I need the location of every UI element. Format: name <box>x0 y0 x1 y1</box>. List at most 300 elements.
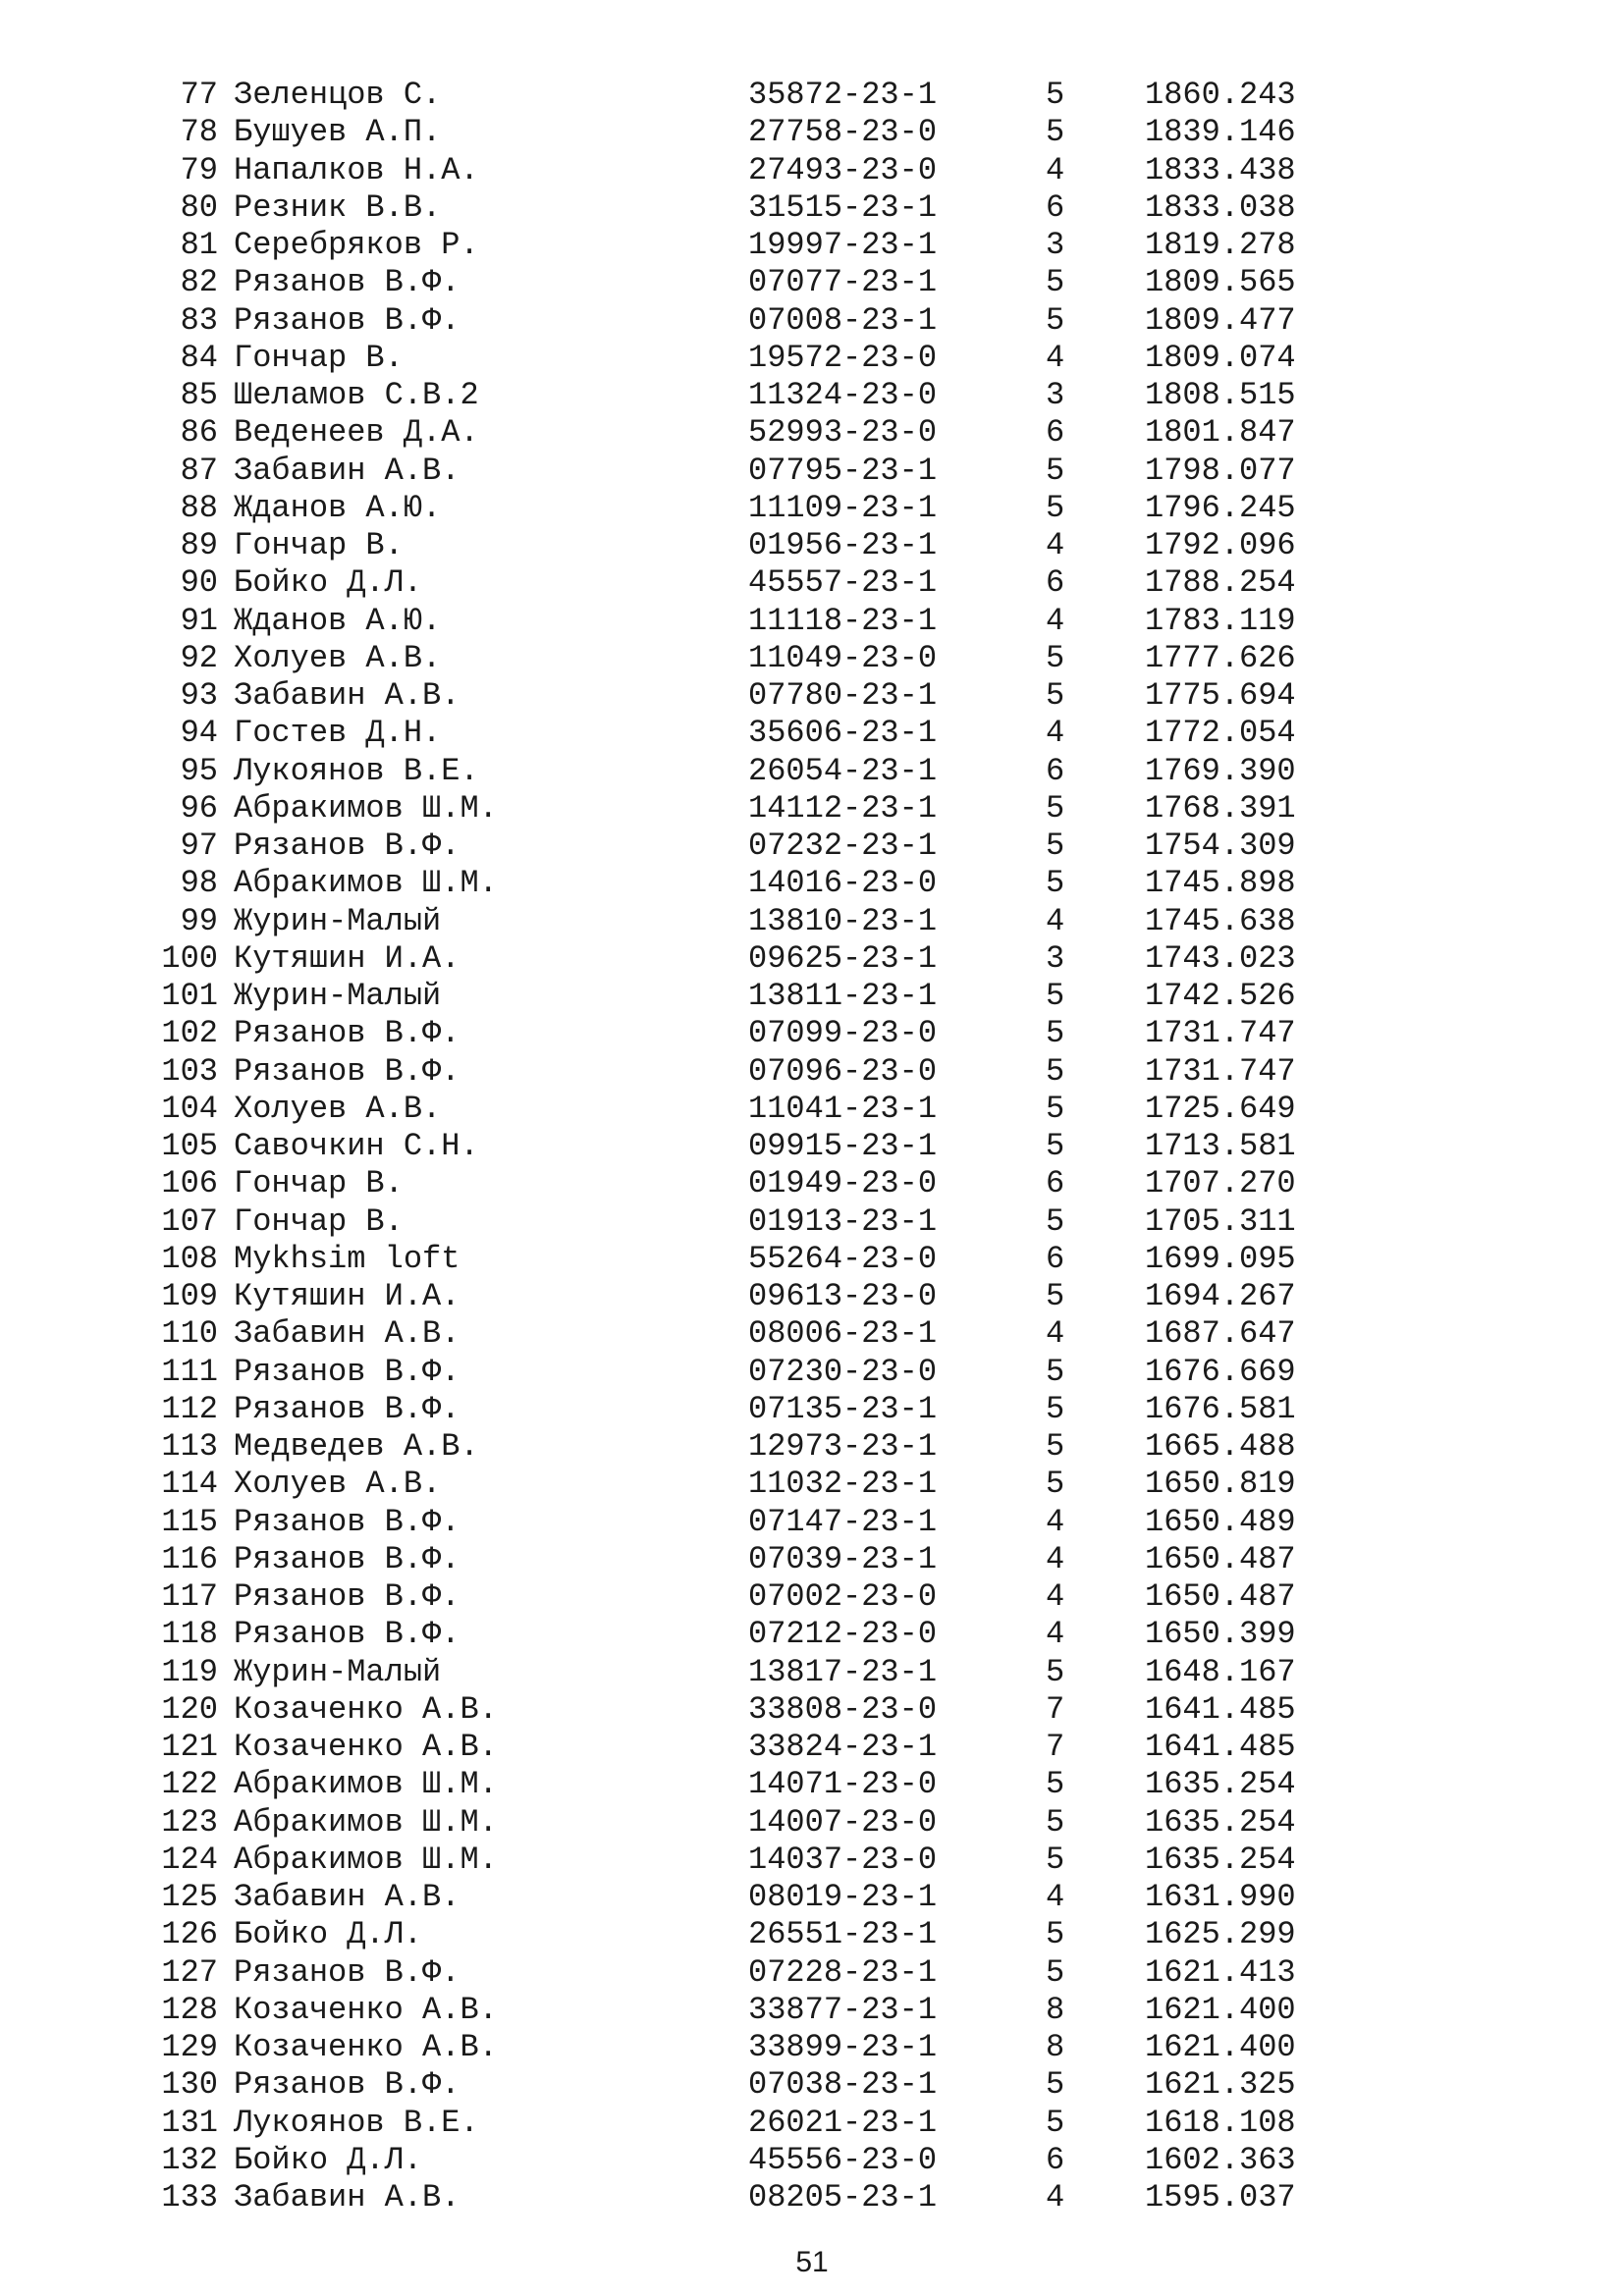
count-value: 4 <box>1046 527 1065 563</box>
score-value: 1731.747 <box>1145 1052 1296 1090</box>
ring-number: 14112-23-1 <box>748 789 938 827</box>
table-row <box>0 1128 1624 1165</box>
row-number: 82 <box>180 264 218 301</box>
score-value: 1650.819 <box>1145 1466 1296 1503</box>
row-number: 124 <box>161 1841 218 1878</box>
ring-number: 52993-23-0 <box>748 414 938 452</box>
score-value: 1809.074 <box>1145 339 1296 376</box>
ring-number: 07099-23-0 <box>748 1015 938 1052</box>
ring-number: 33899-23-1 <box>748 2029 938 2065</box>
row-number: 111 <box>161 1353 218 1390</box>
score-value: 1860.243 <box>1145 77 1296 113</box>
table-row <box>0 1616 1624 1653</box>
score-value: 1602.363 <box>1145 2141 1296 2178</box>
table-row <box>0 564 1624 602</box>
ring-number: 13811-23-1 <box>748 978 938 1014</box>
table-row <box>0 865 1624 902</box>
count-value: 5 <box>1046 828 1065 864</box>
ring-number: 26551-23-1 <box>748 1916 938 1953</box>
participant-name: Веденеев Д.А. <box>234 414 479 452</box>
count-value: 4 <box>1046 1503 1065 1540</box>
count-value: 4 <box>1046 902 1065 939</box>
count-value: 7 <box>1046 1690 1065 1728</box>
table-row <box>0 1654 1624 1691</box>
score-value: 1621.400 <box>1145 1991 1296 2028</box>
participant-name: Лукоянов В.Е. <box>234 2104 479 2141</box>
count-value: 5 <box>1046 1353 1065 1390</box>
count-value: 5 <box>1046 1390 1065 1427</box>
table-row <box>0 715 1624 752</box>
participant-name: Кутяшин И.А. <box>234 1278 460 1314</box>
table-row <box>0 640 1624 677</box>
score-value: 1777.626 <box>1145 639 1296 676</box>
ring-number: 08019-23-1 <box>748 1879 938 1915</box>
row-number: 89 <box>180 527 218 563</box>
ring-number: 07212-23-0 <box>748 1616 938 1653</box>
count-value: 5 <box>1046 1015 1065 1052</box>
row-number: 91 <box>180 602 218 639</box>
ring-number: 11118-23-1 <box>748 602 938 639</box>
row-number: 108 <box>161 1240 218 1277</box>
participant-name: Лукоянов В.Е. <box>234 752 479 789</box>
score-value: 1648.167 <box>1145 1653 1296 1690</box>
ring-number: 26021-23-1 <box>748 2104 938 2141</box>
count-value: 5 <box>1046 1953 1065 1991</box>
participant-name: Савочкин С.Н. <box>234 1128 479 1164</box>
count-value: 4 <box>1046 151 1065 188</box>
score-value: 1595.037 <box>1145 2179 1296 2216</box>
row-number: 120 <box>161 1690 218 1728</box>
participant-name: Журин-Малый <box>234 978 442 1014</box>
ring-number: 07230-23-0 <box>748 1353 938 1390</box>
score-value: 1650.487 <box>1145 1540 1296 1577</box>
ring-number: 14071-23-0 <box>748 1766 938 1803</box>
participant-name: Рязанов В.Ф. <box>234 1052 460 1090</box>
ring-number: 35872-23-1 <box>748 77 938 113</box>
count-value: 4 <box>1046 339 1065 376</box>
ring-number: 27493-23-0 <box>748 151 938 188</box>
score-value: 1618.108 <box>1145 2104 1296 2141</box>
participant-name: Бойко Д.Л. <box>234 1916 423 1953</box>
score-value: 1676.669 <box>1145 1353 1296 1390</box>
count-value: 5 <box>1046 1128 1065 1164</box>
row-number: 83 <box>180 301 218 339</box>
ring-number: 07228-23-1 <box>748 1953 938 1991</box>
table-row <box>0 1203 1624 1241</box>
score-value: 1694.267 <box>1145 1278 1296 1314</box>
ring-number: 33877-23-1 <box>748 1991 938 2028</box>
row-number: 110 <box>161 1315 218 1353</box>
count-value: 5 <box>1046 789 1065 827</box>
participant-name: Гончар В. <box>234 527 404 563</box>
count-value: 5 <box>1046 2104 1065 2141</box>
row-number: 131 <box>161 2104 218 2141</box>
row-number: 87 <box>180 452 218 489</box>
table-row <box>0 828 1624 865</box>
count-value: 3 <box>1046 227 1065 263</box>
participant-name: Козаченко А.В. <box>234 1991 498 2028</box>
participant-name: Гончар В. <box>234 1165 404 1202</box>
row-number: 95 <box>180 752 218 789</box>
score-value: 1621.413 <box>1145 1953 1296 1991</box>
table-row <box>0 453 1624 490</box>
score-value: 1631.990 <box>1145 1879 1296 1915</box>
row-number: 119 <box>161 1653 218 1690</box>
count-value: 3 <box>1046 377 1065 413</box>
table-row <box>0 1466 1624 1503</box>
score-value: 1809.565 <box>1145 264 1296 301</box>
row-number: 107 <box>161 1202 218 1240</box>
score-value: 1635.254 <box>1145 1803 1296 1841</box>
count-value: 5 <box>1046 865 1065 902</box>
score-value: 1650.487 <box>1145 1578 1296 1615</box>
score-value: 1783.119 <box>1145 602 1296 639</box>
ring-number: 35606-23-1 <box>748 715 938 752</box>
score-value: 1650.399 <box>1145 1616 1296 1653</box>
count-value: 5 <box>1046 1278 1065 1314</box>
ring-number: 07780-23-1 <box>748 677 938 714</box>
participant-name: Бойко Д.Л. <box>234 564 423 602</box>
row-number: 121 <box>161 1729 218 1765</box>
ring-number: 11324-23-0 <box>748 377 938 413</box>
row-number: 114 <box>161 1466 218 1503</box>
row-number: 117 <box>161 1578 218 1615</box>
table-row <box>0 1165 1624 1202</box>
ring-number: 31515-23-1 <box>748 188 938 226</box>
table-row <box>0 152 1624 189</box>
score-value: 1742.526 <box>1145 978 1296 1014</box>
table-row <box>0 1391 1624 1428</box>
row-number: 94 <box>180 715 218 752</box>
count-value: 7 <box>1046 1729 1065 1765</box>
count-value: 5 <box>1046 1803 1065 1841</box>
ring-number: 07038-23-1 <box>748 2066 938 2104</box>
score-value: 1796.245 <box>1145 489 1296 526</box>
count-value: 6 <box>1046 564 1065 602</box>
score-value: 1754.309 <box>1145 828 1296 864</box>
score-value: 1788.254 <box>1145 564 1296 602</box>
participant-name: Рязанов В.Ф. <box>234 264 460 301</box>
participant-name: Абракимов Ш.М. <box>234 1841 498 1878</box>
table-row <box>0 1992 1624 2029</box>
row-number: 101 <box>161 978 218 1014</box>
score-value: 1833.438 <box>1145 151 1296 188</box>
row-number: 113 <box>161 1428 218 1465</box>
score-value: 1665.488 <box>1145 1428 1296 1465</box>
participant-name: Забавин А.В. <box>234 1879 460 1915</box>
table-row <box>0 77 1624 114</box>
participant-name: Рязанов В.Ф. <box>234 301 460 339</box>
score-value: 1839.146 <box>1145 114 1296 151</box>
count-value: 6 <box>1046 188 1065 226</box>
participant-name: Козаченко А.В. <box>234 1690 498 1728</box>
score-value: 1635.254 <box>1145 1841 1296 1878</box>
table-row <box>0 2029 1624 2066</box>
score-value: 1621.325 <box>1145 2066 1296 2104</box>
row-number: 99 <box>180 902 218 939</box>
table-row <box>0 677 1624 715</box>
ring-number: 07795-23-1 <box>748 452 938 489</box>
table-row <box>0 377 1624 414</box>
count-value: 8 <box>1046 1991 1065 2028</box>
row-number: 77 <box>180 77 218 113</box>
ring-number: 01913-23-1 <box>748 1202 938 1240</box>
count-value: 5 <box>1046 77 1065 113</box>
ring-number: 14007-23-0 <box>748 1803 938 1841</box>
count-value: 4 <box>1046 2179 1065 2216</box>
ring-number: 13810-23-1 <box>748 902 938 939</box>
row-number: 97 <box>180 828 218 864</box>
row-number: 90 <box>180 564 218 602</box>
score-value: 1768.391 <box>1145 789 1296 827</box>
score-value: 1725.649 <box>1145 1090 1296 1127</box>
table-row <box>0 1804 1624 1842</box>
table-row <box>0 753 1624 790</box>
score-value: 1635.254 <box>1145 1766 1296 1803</box>
count-value: 5 <box>1046 114 1065 151</box>
participant-name: Журин-Малый <box>234 1653 442 1690</box>
table-row <box>0 1428 1624 1466</box>
table-row <box>0 302 1624 340</box>
results-table <box>0 77 1624 2216</box>
table-row <box>0 1315 1624 1353</box>
ring-number: 33808-23-0 <box>748 1690 938 1728</box>
count-value: 5 <box>1046 1766 1065 1803</box>
row-number: 133 <box>161 2179 218 2216</box>
score-value: 1641.485 <box>1145 1729 1296 1765</box>
row-number: 105 <box>161 1128 218 1164</box>
row-number: 84 <box>180 339 218 376</box>
table-row <box>0 414 1624 452</box>
participant-name: Серебряков Р. <box>234 227 479 263</box>
table-row <box>0 1278 1624 1315</box>
table-row <box>0 1053 1624 1091</box>
participant-name: Mykhsim loft <box>234 1240 460 1277</box>
ring-number: 07008-23-1 <box>748 301 938 339</box>
row-number: 86 <box>180 414 218 452</box>
participant-name: Напалков Н.А. <box>234 151 479 188</box>
row-number: 116 <box>161 1540 218 1577</box>
ring-number: 07096-23-0 <box>748 1052 938 1090</box>
count-value: 4 <box>1046 715 1065 752</box>
ring-number: 09613-23-0 <box>748 1278 938 1314</box>
row-number: 104 <box>161 1090 218 1127</box>
table-row <box>0 903 1624 940</box>
ring-number: 19997-23-1 <box>748 227 938 263</box>
count-value: 5 <box>1046 1202 1065 1240</box>
score-value: 1731.747 <box>1145 1015 1296 1052</box>
participant-name: Абракимов Ш.М. <box>234 1803 498 1841</box>
ring-number: 01956-23-1 <box>748 527 938 563</box>
score-value: 1687.647 <box>1145 1315 1296 1353</box>
ring-number: 13817-23-1 <box>748 1653 938 1690</box>
count-value: 5 <box>1046 1090 1065 1127</box>
table-row <box>0 527 1624 564</box>
row-number: 103 <box>161 1052 218 1090</box>
count-value: 5 <box>1046 1916 1065 1953</box>
ring-number: 09915-23-1 <box>748 1128 938 1164</box>
participant-name: Холуев А.В. <box>234 1466 442 1503</box>
score-value: 1699.095 <box>1145 1240 1296 1277</box>
participant-name: Холуев А.В. <box>234 1090 442 1127</box>
score-value: 1745.638 <box>1145 902 1296 939</box>
count-value: 5 <box>1046 489 1065 526</box>
ring-number: 14037-23-0 <box>748 1841 938 1878</box>
ring-number: 07135-23-1 <box>748 1390 938 1427</box>
table-row <box>0 1015 1624 1052</box>
row-number: 98 <box>180 865 218 902</box>
count-value: 6 <box>1046 1165 1065 1202</box>
row-number: 92 <box>180 639 218 676</box>
count-value: 6 <box>1046 2141 1065 2178</box>
ring-number: 08205-23-1 <box>748 2179 938 2216</box>
participant-name: Рязанов В.Ф. <box>234 828 460 864</box>
row-number: 109 <box>161 1278 218 1314</box>
row-number: 125 <box>161 1879 218 1915</box>
participant-name: Гончар В. <box>234 339 404 376</box>
participant-name: Рязанов В.Ф. <box>234 1353 460 1390</box>
row-number: 132 <box>161 2141 218 2178</box>
ring-number: 19572-23-0 <box>748 339 938 376</box>
table-row <box>0 2179 1624 2216</box>
table-row <box>0 1879 1624 1916</box>
table-row <box>0 1842 1624 1879</box>
participant-name: Жданов А.Ю. <box>234 489 442 526</box>
score-value: 1809.477 <box>1145 301 1296 339</box>
ring-number: 07077-23-1 <box>748 264 938 301</box>
participant-name: Рязанов В.Ф. <box>234 2066 460 2104</box>
row-number: 128 <box>161 1991 218 2028</box>
row-number: 123 <box>161 1803 218 1841</box>
score-value: 1641.485 <box>1145 1690 1296 1728</box>
participant-name: Рязанов В.Ф. <box>234 1015 460 1052</box>
count-value: 5 <box>1046 452 1065 489</box>
participant-name: Кутяшин И.А. <box>234 939 460 977</box>
participant-name: Рязанов В.Ф. <box>234 1540 460 1577</box>
count-value: 4 <box>1046 1616 1065 1653</box>
ring-number: 26054-23-1 <box>748 752 938 789</box>
ring-number: 11041-23-1 <box>748 1090 938 1127</box>
ring-number: 09625-23-1 <box>748 939 938 977</box>
table-row <box>0 114 1624 151</box>
count-value: 4 <box>1046 1540 1065 1577</box>
ring-number: 08006-23-1 <box>748 1315 938 1353</box>
score-value: 1833.038 <box>1145 188 1296 226</box>
table-row <box>0 1354 1624 1391</box>
row-number: 112 <box>161 1390 218 1427</box>
participant-name: Медведев А.В. <box>234 1428 479 1465</box>
participant-name: Абракимов Ш.М. <box>234 789 498 827</box>
count-value: 5 <box>1046 1841 1065 1878</box>
participant-name: Рязанов В.Ф. <box>234 1616 460 1653</box>
participant-name: Козаченко А.В. <box>234 2029 498 2065</box>
score-value: 1801.847 <box>1145 414 1296 452</box>
table-row <box>0 1691 1624 1729</box>
table-row <box>0 1916 1624 1953</box>
participant-name: Журин-Малый <box>234 902 442 939</box>
table-row <box>0 490 1624 527</box>
ring-number: 07147-23-1 <box>748 1503 938 1540</box>
page-number: 51 <box>795 2246 829 2278</box>
score-value: 1792.096 <box>1145 527 1296 563</box>
participant-name: Забавин А.В. <box>234 1315 460 1353</box>
score-value: 1819.278 <box>1145 227 1296 263</box>
participant-name: Забавин А.В. <box>234 677 460 714</box>
participant-name: Забавин А.В. <box>234 452 460 489</box>
table-row <box>0 603 1624 640</box>
score-value: 1775.694 <box>1145 677 1296 714</box>
count-value: 3 <box>1046 939 1065 977</box>
participant-name: Рязанов В.Ф. <box>234 1953 460 1991</box>
ring-number: 45556-23-0 <box>748 2141 938 2178</box>
participant-name: Холуев А.В. <box>234 639 442 676</box>
count-value: 6 <box>1046 414 1065 452</box>
count-value: 5 <box>1046 1052 1065 1090</box>
score-value: 1650.489 <box>1145 1503 1296 1540</box>
count-value: 5 <box>1046 1466 1065 1503</box>
row-number: 106 <box>161 1165 218 1202</box>
row-number: 93 <box>180 677 218 714</box>
participant-name: Абракимов Ш.М. <box>234 865 498 902</box>
ring-number: 45557-23-1 <box>748 564 938 602</box>
table-row <box>0 1766 1624 1803</box>
row-number: 127 <box>161 1953 218 1991</box>
row-number: 85 <box>180 377 218 413</box>
row-number: 122 <box>161 1766 218 1803</box>
table-row <box>0 1954 1624 1992</box>
table-row <box>0 1541 1624 1578</box>
count-value: 8 <box>1046 2029 1065 2065</box>
ring-number: 12973-23-1 <box>748 1428 938 1465</box>
table-row <box>0 2142 1624 2179</box>
count-value: 5 <box>1046 639 1065 676</box>
table-row <box>0 264 1624 301</box>
participant-name: Гончар В. <box>234 1202 404 1240</box>
table-row <box>0 340 1624 377</box>
participant-name: Бойко Д.Л. <box>234 2141 423 2178</box>
table-row <box>0 1729 1624 1766</box>
table-row <box>0 790 1624 828</box>
row-number: 79 <box>180 151 218 188</box>
participant-name: Абракимов Ш.М. <box>234 1766 498 1803</box>
ring-number: 07039-23-1 <box>748 1540 938 1577</box>
row-number: 130 <box>161 2066 218 2104</box>
score-value: 1676.581 <box>1145 1390 1296 1427</box>
score-value: 1745.898 <box>1145 865 1296 902</box>
row-number: 81 <box>180 227 218 263</box>
participant-name: Козаченко А.В. <box>234 1729 498 1765</box>
table-row <box>0 2066 1624 2104</box>
count-value: 5 <box>1046 1653 1065 1690</box>
table-row <box>0 227 1624 264</box>
participant-name: Гостев Д.Н. <box>234 715 442 752</box>
participant-name: Резник В.В. <box>234 188 442 226</box>
ring-number: 11032-23-1 <box>748 1466 938 1503</box>
table-row <box>0 189 1624 227</box>
participant-name: Жданов А.Ю. <box>234 602 442 639</box>
ring-number: 01949-23-0 <box>748 1165 938 1202</box>
row-number: 126 <box>161 1916 218 1953</box>
row-number: 118 <box>161 1616 218 1653</box>
score-value: 1769.390 <box>1145 752 1296 789</box>
count-value: 4 <box>1046 1879 1065 1915</box>
ring-number: 07232-23-1 <box>748 828 938 864</box>
ring-number: 27758-23-0 <box>748 114 938 151</box>
count-value: 5 <box>1046 978 1065 1014</box>
row-number: 102 <box>161 1015 218 1052</box>
ring-number: 11109-23-1 <box>748 489 938 526</box>
ring-number: 33824-23-1 <box>748 1729 938 1765</box>
